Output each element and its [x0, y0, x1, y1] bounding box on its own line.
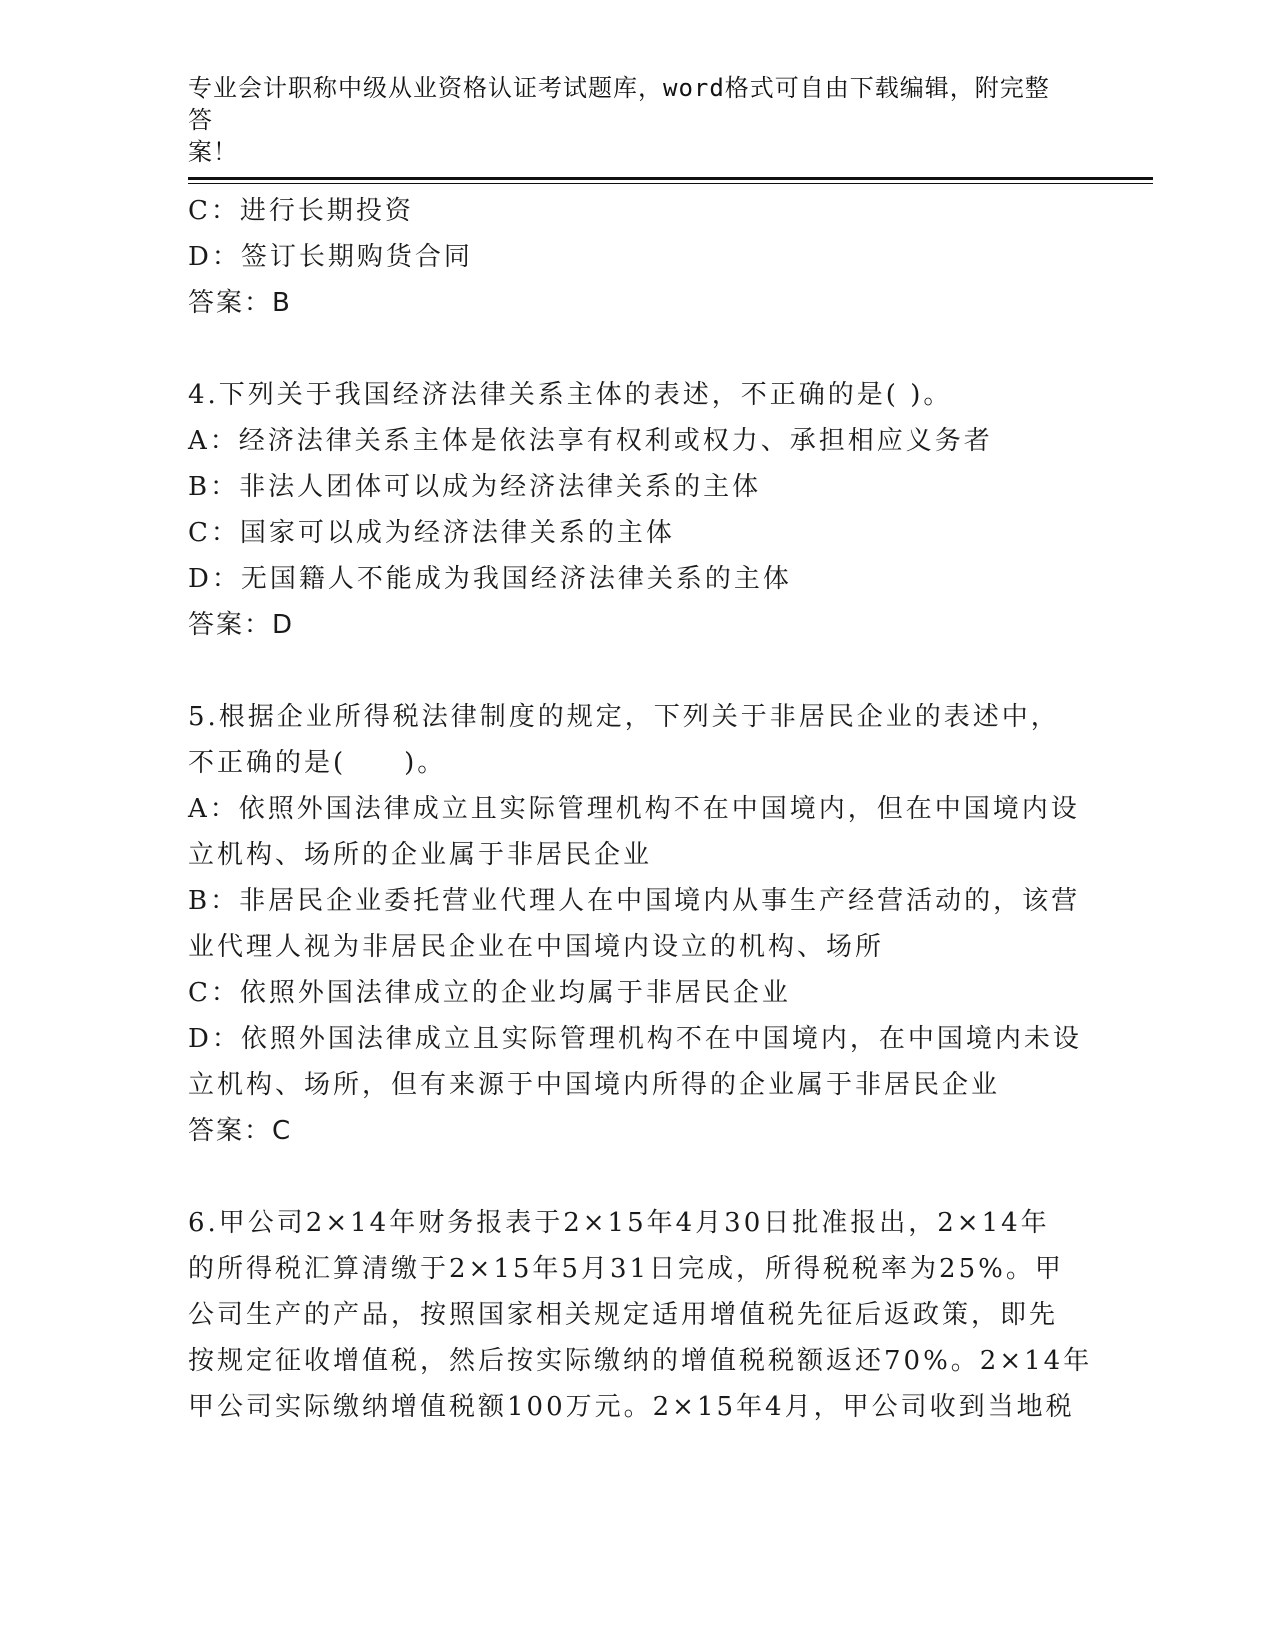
- q4-option-b: B：非法人团体可以成为经济法律关系的主体: [188, 472, 762, 502]
- q4-answer: 答案：D: [188, 610, 295, 640]
- q6-line-2: 的所得税汇算清缴于2×15年5月31日完成，所得税税率为25%。甲: [188, 1254, 1064, 1284]
- q5-option-c: C：依照外国法律成立的企业均属于非居民企业: [188, 978, 791, 1008]
- q4-stem: 4.下列关于我国经济法律关系主体的表述，不正确的是( )。: [188, 380, 953, 410]
- q6-line-3: 公司生产的产品，按照国家相关规定适用增值税先征后返政策，即先: [188, 1300, 1059, 1330]
- q3-option-c: C：进行长期投资: [188, 196, 414, 226]
- q5-stem-line-2: 不正确的是( )。: [188, 748, 447, 778]
- q3-option-d: D：签订长期购货合同: [188, 242, 473, 272]
- q5-answer: 答案：C: [188, 1116, 293, 1146]
- q4-option-a: A：经济法律关系主体是依法享有权利或权力、承担相应义务者: [188, 426, 993, 456]
- q3-answer: 答案：B: [188, 288, 292, 318]
- header-line-2: 案！: [188, 138, 238, 166]
- q5-stem-line-1: 5.根据企业所得税法律制度的规定，下列关于非居民企业的表述中，: [188, 702, 1060, 732]
- header-line-1: 专业会计职称中级从业资格认证考试题库，word格式可自由下载编辑，附完整答: [188, 74, 1050, 134]
- q5-option-d-line-1: D：依照外国法律成立且实际管理机构不在中国境内，在中国境内未设: [188, 1024, 1082, 1054]
- q5-option-a-line-2: 立机构、场所的企业属于非居民企业: [188, 840, 653, 870]
- header-rule-thick: [188, 177, 1153, 180]
- q5-option-b-line-1: B：非居民企业委托营业代理人在中国境内从事生产经营活动的，该营: [188, 886, 1081, 916]
- q6-line-5: 甲公司实际缴纳增值税额100万元。2×15年4月，甲公司收到当地税: [188, 1392, 1075, 1422]
- q5-option-a-line-1: A：依照外国法律成立且实际管理机构不在中国境内，但在中国境内设: [188, 794, 1080, 824]
- q5-option-b-line-2: 业代理人视为非居民企业在中国境内设立的机构、场所: [188, 932, 885, 962]
- q4-option-c: C：国家可以成为经济法律关系的主体: [188, 518, 675, 548]
- spacer: [188, 326, 1088, 372]
- q5-option-d-line-2: 立机构、场所，但有来源于中国境内所得的企业属于非居民企业: [188, 1070, 1001, 1100]
- spacer: [188, 1154, 1088, 1200]
- spacer: [188, 648, 1088, 694]
- page-header: [188, 72, 1068, 168]
- q6-line-4: 按规定征收增值税，然后按实际缴纳的增值税税额返还70%。2×14年: [188, 1346, 1093, 1376]
- header-rule-thin: [188, 183, 1153, 184]
- q4-option-d: D：无国籍人不能成为我国经济法律关系的主体: [188, 564, 792, 594]
- question-content: [188, 188, 1093, 1430]
- q6-line-1: 6.甲公司2×14年财务报表于2×15年4月30日批准报出，2×14年: [188, 1208, 1050, 1238]
